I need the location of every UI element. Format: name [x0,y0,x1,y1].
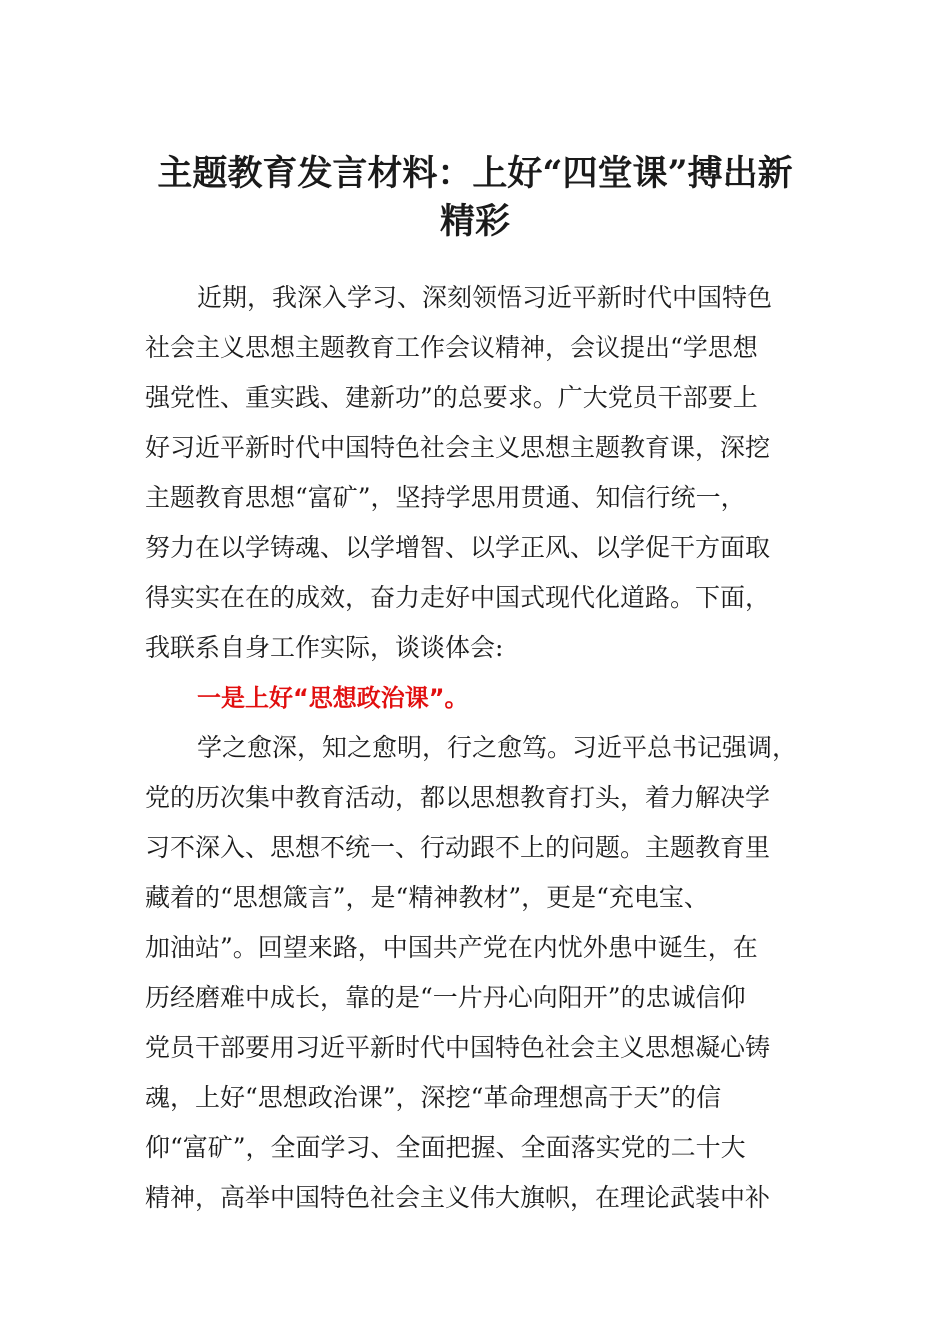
paragraph-line: 我联系自身工作实际，谈谈体会: [145,633,504,662]
paragraph-line: 魂，上好“思想政治课”，深挖“革命理想高于天”的信 [145,1083,722,1112]
paragraph-line: 精神，高举中国特色社会主义伟大旗帜，在理论武装中补 [145,1183,771,1212]
paragraph-line: 主题教育思想“富矿”，坚持学思用贯通、知信行统一， [145,483,746,512]
paragraph-line: 近期，我深入学习、深刻领悟习近平新时代中国特色 [197,283,773,312]
paragraph-line: 藏着的“思想箴言”，是“精神教材”，更是“充电宝、 [145,883,709,912]
paragraph-line: 历经磨难中成长，靠的是“一片丹心向阳开”的忠诚信仰 [145,983,746,1012]
paragraph-line: 强党性、重实践、建新功”的总要求。广大党员干部要上 [145,383,758,412]
section-heading: 一是上好“思想政治课”。 [197,684,469,712]
paragraph-line: 好习近平新时代中国特色社会主义思想主题教育课，深挖 [145,433,771,462]
paragraph-line: 党的历次集中教育活动，都以思想教育打头，着力解决学 [145,783,771,812]
paragraph-line: 习不深入、思想不统一、行动跟不上的问题。主题教育里 [145,833,771,862]
paragraph-line: 社会主义思想主题教育工作会议精神，会议提出“学思想 [145,333,758,362]
paragraph-line: 党员干部要用习近平新时代中国特色社会主义思想凝心铸 [145,1033,771,1062]
document-title: 主题教育发言材料：上好“四堂课”搏出新精彩 [157,153,793,242]
paragraph-line: 努力在以学铸魂、以学增智、以学正风、以学促干方面取 [145,533,771,562]
paragraph-line: 得实实在在的成效，奋力走好中国式现代化道路。下面， [145,583,771,612]
paragraph-line: 加油站”。回望来路，中国共产党在内忧外患中诞生，在 [145,933,758,962]
paragraph-line: 学之愈深，知之愈明，行之愈笃。习近平总书记强调， [197,733,798,762]
paragraph-line: 仰“富矿”，全面学习、全面把握、全面落实党的二十大 [145,1133,746,1162]
